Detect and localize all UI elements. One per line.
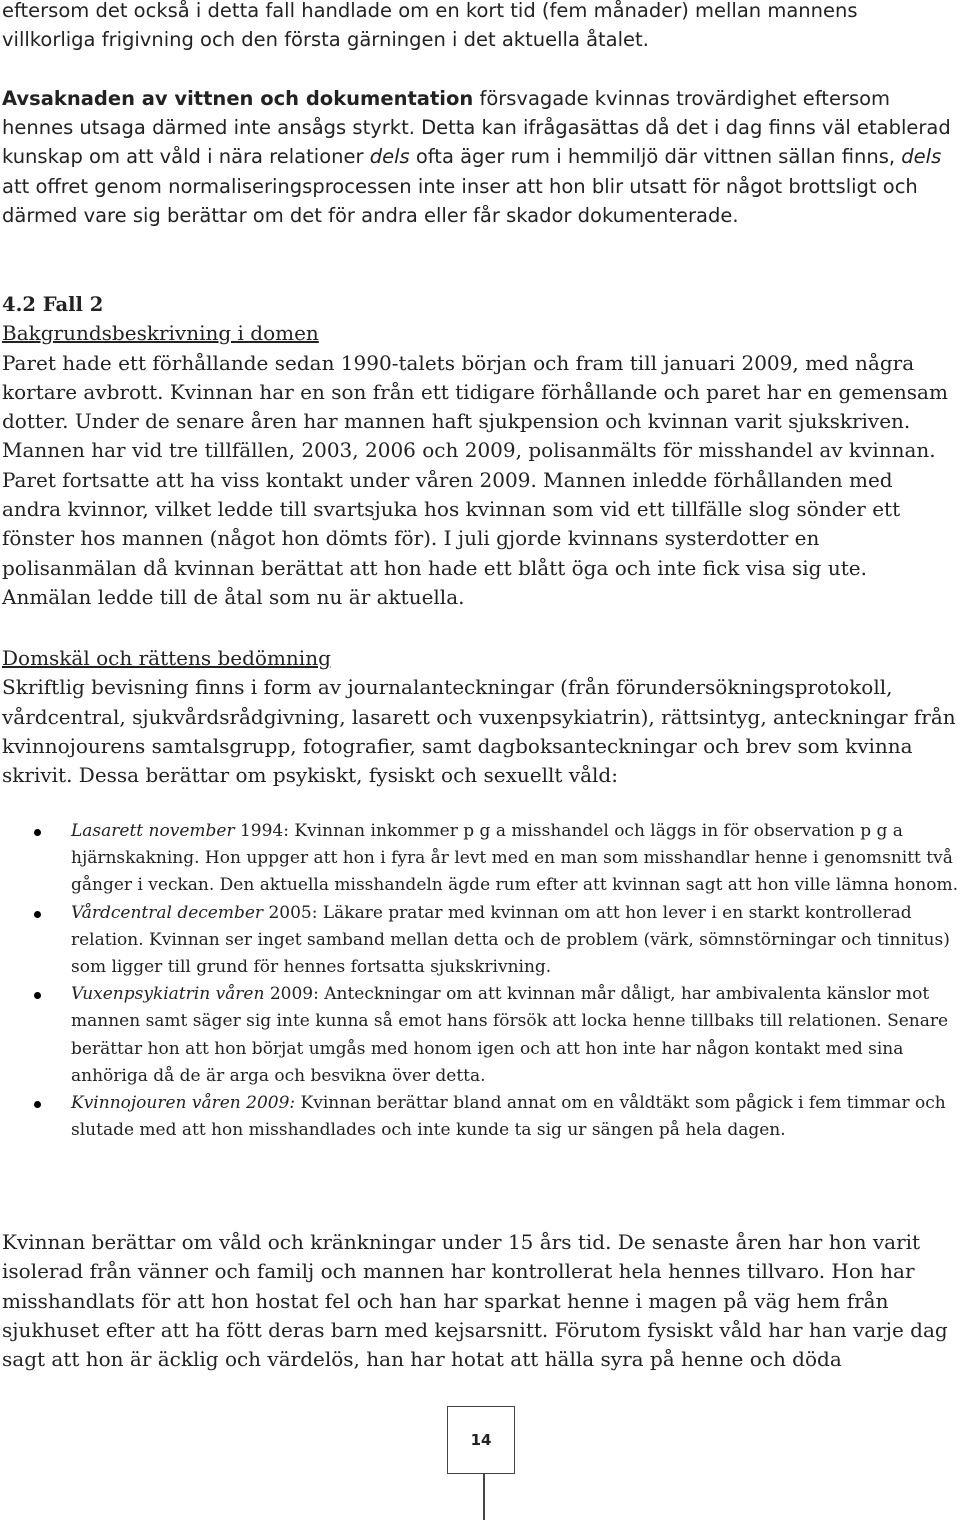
credibility-text <box>2 84 958 230</box>
credibility-italic-2: dels <box>901 145 942 169</box>
list-item-text: 1994: Kvinnan inkommer p g a misshandel och läggs in för observation p g a hjärnskakning. Hon uppger att hon i fyra år levt med en man som misshandlar henne i genomsnitt två gånger i veckan. Den aktuella misshandeln ägde rum efter att kvinnan sagt att hon ville lämna honom. <box>71 821 958 896</box>
list-item <box>0 981 960 1090</box>
list-item <box>0 818 960 900</box>
domskal-heading: Domskäl och rättens bedömning <box>2 646 331 670</box>
closing-paragraph <box>2 1228 958 1374</box>
domskal-body: Skriftlig bevisning finns i form av journalanteckningar (från förundersökningsprotokoll, vårdcentral, sjukvårdsrådgivning, lasarett och vuxenpsykiatrin), rättsintyg, anteckningar från kvinnojourens samtalsgrupp, fotografier, samt dagboksanteckningar och brev som kvinna skrivit. Dessa berättar om psykiskt, fysiskt och sexuellt våld: <box>2 675 956 788</box>
intro-paragraph <box>2 0 958 54</box>
evidence-list <box>0 818 960 1144</box>
section-body: Paret hade ett förhållande sedan 1990-talets början och fram till januari 2009, med några kortare avbrott. Kvinnan har en son från ett tidigare förhållande och paret har en gemensam dotter. Under de senare åren har mannen haft sjukpension och kvinnan varit sjukskriven. Mannen har vid tre tillfällen, 2003, 2006 och 2009, polisanmälts för misshandel av kvinnan. Paret fortsatte att ha viss kontakt under våren 2009. Mannen inledde förhållanden med andra kvinnor, vilket ledde till svartsjuka hos kvinnan som vid ett tillfälle slog sönder ett fönster hos mannen (något hon dömts för). I juli gjorde kvinnans systerdotter en polisanmälan då kvinnan berättat att hon hade ett blått öga och inte fick visa sig ute. Anmälan ledde till de åtal som nu är aktuella. <box>2 350 948 609</box>
credibility-text-2: Detta kan ifrågasättas då det i dag finns väl etablerad kunskap om att våld i nära relationer <box>2 116 951 169</box>
credibility-text-4: att offret genom normaliseringsprocessen inte inser att hon blir utsatt för något brottsligt och därmed vare sig berättar om det för andra eller får skador dokumenterade. <box>2 174 918 227</box>
list-item-label: Vårdcentral december <box>71 902 264 923</box>
credibility-bold-lead: Avsaknaden av vittnen och dokumentation <box>2 87 474 110</box>
bullet-icon <box>34 1101 41 1108</box>
bullet-icon <box>34 911 41 918</box>
page-number-stem <box>483 1474 485 1520</box>
section-heading: 4.2 Fall 2 <box>2 293 104 316</box>
list-item-text: Kvinnan berättar bland annat om en våldtäkt som pågick i fem timmar och slutade med att hon misshandlades och inte kunde ta sig ur sängen på hela dagen. <box>71 1093 946 1141</box>
list-item-label: Kvinnojouren våren 2009: <box>71 1093 296 1114</box>
credibility-italic-1: dels <box>369 145 410 169</box>
list-item-text: 2009: Anteckningar om att kvinnan mår dåligt, har ambivalenta känslor mot mannen samt säger sig inte kunna så emot hans försök att locka henne tillbaks till relationen. Senare berättar hon att hon börjat umgås med honom igen och att hon inte har någon kontakt med sina anhöriga då de är arga och besvikna över detta. <box>71 984 949 1086</box>
closing-text: Kvinnan berättar om våld och kränkningar under 15 års tid. De senaste åren har hon varit isolerad från vänner och familj och mannen har kontrollerat hela hennes tillvaro. Hon har misshandlats för att hon hostat fel och han har sparkat henne i magen på väg hem från sjukhuset efter att ha fött deras barn med kejsarsnitt. Förutom fysiskt våld har han varje dag sagt att hon är äcklig och värdelös, han har hotat att hälla syra på henne och döda <box>2 1230 948 1372</box>
bullet-icon <box>34 992 41 999</box>
bullet-icon <box>34 829 41 836</box>
credibility-paragraph <box>2 84 958 230</box>
page-number: 14 <box>447 1406 515 1474</box>
case-section <box>2 290 958 612</box>
list-item-label: Vuxenpsykiatrin våren <box>71 984 265 1005</box>
section-subheading: Bakgrundsbeskrivning i domen <box>2 321 319 346</box>
list-item-label: Lasarett november <box>71 821 235 841</box>
list-item <box>0 1090 960 1144</box>
domskal-section <box>2 644 958 790</box>
list-item <box>0 900 960 982</box>
intro-line-1: eftersom det också i detta fall handlade om en kort tid (fem månader) mellan mannens <box>2 0 858 22</box>
credibility-text-3: ofta äger rum i hemmiljö där vittnen sällan finns, <box>409 145 902 169</box>
credibility-text-1: försvagade kvinnas trovärdighet eftersom hennes utsaga därmed inte ansågs styrkt. <box>2 87 891 140</box>
intro-line-2: villkorliga frigivning och den första gärningen i det aktuella åtalet. <box>2 28 649 52</box>
list-item-text: 2005: Läkare pratar med kvinnan om att hon lever i en starkt kontrollerad relation. Kvinnan ser inget samband mellan detta och de problem (värk, sömnstörningar och tinnitus) som ligger till grund för hennes fortsatta sjukskrivning. <box>71 902 950 978</box>
